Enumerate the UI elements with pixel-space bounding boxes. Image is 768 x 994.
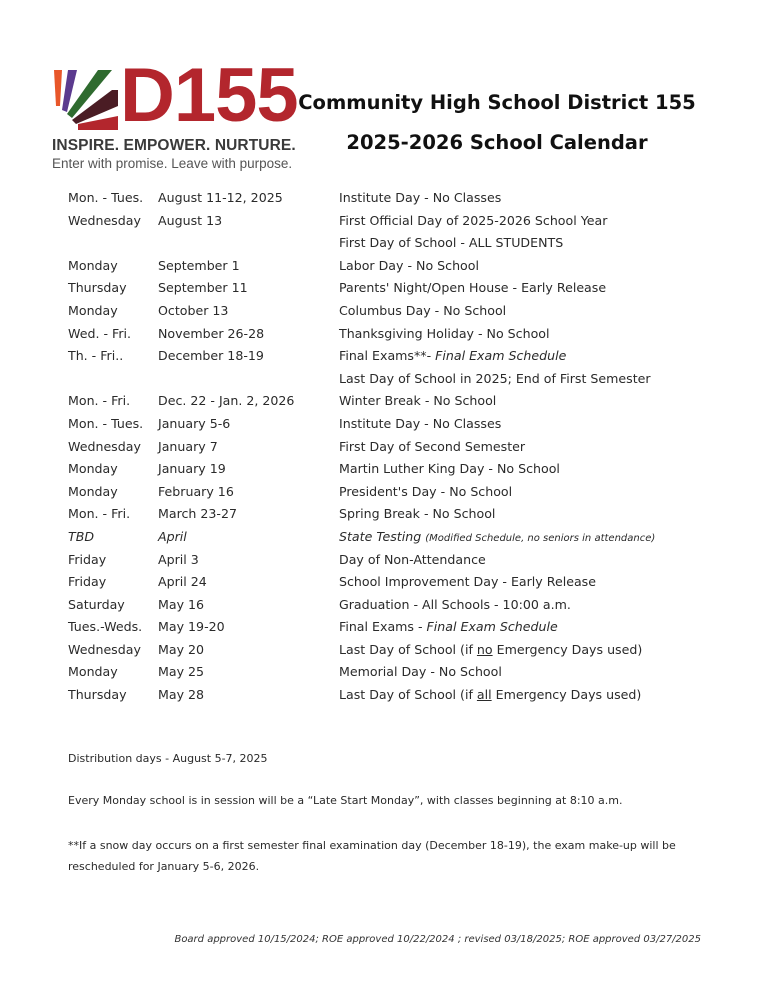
date-cell: March 23-27 xyxy=(158,506,237,522)
calendar-row xyxy=(68,436,708,459)
event-cell: Labor Day - No School xyxy=(339,257,479,273)
event-cell: Last Day of School in 2025; End of First Semester xyxy=(339,370,651,386)
calendar-row xyxy=(68,390,708,413)
event-cell: Memorial Day - No School xyxy=(339,664,502,680)
date-cell: September 11 xyxy=(158,280,248,296)
date-cell: August 11-12, 2025 xyxy=(158,190,283,205)
event-cell: Day of Non-Attendance xyxy=(339,551,486,567)
calendar-row xyxy=(68,661,708,684)
distribution-days-note: Distribution days - August 5-7, 2025 xyxy=(68,752,268,765)
day-cell: Friday xyxy=(68,551,107,567)
day-cell: Mon. - Tues. xyxy=(68,190,144,205)
calendar-row xyxy=(68,345,708,368)
event-cell: Graduation - All Schools - 10:00 a.m. xyxy=(339,596,571,612)
calendar-row xyxy=(68,571,708,594)
calendar-row xyxy=(68,616,708,639)
date-cell: April 24 xyxy=(158,574,207,590)
day-cell: Monday xyxy=(68,302,118,318)
date-cell: November 26-28 xyxy=(158,325,265,341)
date-cell: August 13 xyxy=(158,212,223,228)
date-cell: October 13 xyxy=(158,302,229,318)
calendar-row xyxy=(68,277,708,300)
day-cell: Mon. - Tues. xyxy=(68,415,144,431)
day-cell: Monday xyxy=(68,483,118,499)
calendar-row xyxy=(68,232,708,255)
final-exam-schedule-link[interactable]: Final Exam Schedule xyxy=(426,619,558,635)
calendar-row xyxy=(68,594,708,617)
calendar-row xyxy=(68,187,708,210)
calendar-row xyxy=(68,503,708,526)
event-cell: Spring Break - No School xyxy=(339,506,496,522)
calendar-row xyxy=(68,639,708,662)
date-cell: April 3 xyxy=(158,551,199,567)
event-cell xyxy=(339,526,655,551)
event-cell: Institute Day - No Classes xyxy=(339,415,502,431)
calendar-row xyxy=(68,323,708,346)
district-logo xyxy=(50,53,298,174)
date-cell: January 19 xyxy=(158,461,226,477)
calendar-row xyxy=(68,210,708,233)
day-cell: Monday xyxy=(68,257,118,273)
event-cell: First Day of Second Semester xyxy=(339,438,526,454)
event-cell: President's Day - No School xyxy=(339,483,513,499)
event-note: (Modified Schedule, no seniors in attendance) xyxy=(425,532,656,544)
calendar-row xyxy=(68,481,708,504)
event-cell xyxy=(339,639,642,662)
calendar-row xyxy=(68,255,708,278)
event-cell: School Improvement Day - Early Release xyxy=(339,574,596,590)
calendar-table xyxy=(68,187,708,707)
emphasis-text: no xyxy=(476,641,493,657)
day-cell: Thursday xyxy=(68,687,127,703)
logo-tagline: INSPIRE. EMPOWER. NURTURE. xyxy=(52,137,296,154)
date-cell: April xyxy=(158,528,187,544)
page-title: Community High School District 155 xyxy=(298,91,696,114)
event-cell: Thanksgiving Holiday - No School xyxy=(339,325,550,341)
sunburst-logo-icon xyxy=(50,66,122,134)
event-text: Final Exams - xyxy=(339,619,427,635)
calendar-row xyxy=(68,413,708,436)
approval-footer: Board approved 10/15/2024; ROE approved 10/22/2024 ; revised 03/18/2025; ROE approved 03/27/2025 xyxy=(174,934,701,945)
day-cell: Monday xyxy=(68,461,118,477)
date-cell: Dec. 22 - Jan. 2, 2026 xyxy=(158,393,295,409)
day-cell: Wed. - Fri. xyxy=(68,325,132,341)
calendar-row xyxy=(68,684,708,707)
day-cell: Tues.-Weds. xyxy=(68,619,143,635)
event-cell xyxy=(339,684,641,707)
day-cell: Mon. - Fri. xyxy=(68,393,131,409)
event-cell: First Official Day of 2025-2026 School Year xyxy=(339,212,608,228)
event-text: State Testing xyxy=(339,528,426,544)
logo-subtagline: Enter with promise. Leave with purpose. xyxy=(52,156,293,171)
date-cell: January 7 xyxy=(158,438,218,454)
date-cell: May 25 xyxy=(158,664,205,680)
date-cell: February 16 xyxy=(158,483,234,499)
event-text: Emergency Days used) xyxy=(491,687,642,703)
event-text: Emergency Days used) xyxy=(492,641,643,657)
event-cell: Martin Luther King Day - No School xyxy=(339,461,560,477)
day-cell: Th. - Fri.. xyxy=(68,348,124,364)
calendar-row xyxy=(68,368,708,391)
calendar-row xyxy=(68,526,708,549)
day-cell: Wednesday xyxy=(68,212,141,228)
late-start-note: Every Monday school is in session will be a “Late Start Monday”, with classes beginning at 8:10 a.m. xyxy=(68,794,623,807)
day-cell: Friday xyxy=(68,574,107,590)
day-cell: TBD xyxy=(68,528,95,544)
event-cell: Parents' Night/Open House - Early Release xyxy=(339,280,607,296)
logo-wordmark: D155 xyxy=(120,53,298,138)
calendar-row xyxy=(68,549,708,572)
event-text: Last Day of School (if xyxy=(339,687,477,703)
day-cell: Wednesday xyxy=(68,438,141,454)
event-cell: Winter Break - No School xyxy=(339,393,497,409)
event-text: Final Exams**- xyxy=(339,348,436,364)
event-cell: Institute Day - No Classes xyxy=(339,190,502,205)
date-cell: December 18-19 xyxy=(158,348,264,364)
day-cell: Monday xyxy=(68,664,118,680)
day-cell: Wednesday xyxy=(68,641,141,657)
date-cell: May 19-20 xyxy=(158,619,225,635)
day-cell: Thursday xyxy=(68,280,127,296)
date-cell: May 28 xyxy=(158,687,205,703)
event-cell: Columbus Day - No School xyxy=(339,302,507,318)
emphasis-text: all xyxy=(476,687,492,703)
date-cell: May 20 xyxy=(158,641,205,657)
calendar-row xyxy=(68,458,708,481)
event-text: Last Day of School (if xyxy=(339,641,477,657)
day-cell: Saturday xyxy=(68,596,125,612)
event-cell xyxy=(339,345,566,368)
date-cell: January 5-6 xyxy=(158,415,231,431)
day-cell: Mon. - Fri. xyxy=(68,506,131,522)
date-cell: May 16 xyxy=(158,596,205,612)
page-subtitle: 2025-2026 School Calendar xyxy=(346,131,648,154)
calendar-row xyxy=(68,300,708,323)
final-exam-schedule-link[interactable]: Final Exam Schedule xyxy=(435,348,567,364)
event-cell xyxy=(339,616,558,639)
snow-day-note: **If a snow day occurs on a first semester final examination day (December 18-19), the exam make-up will be rescheduled for January 5-6, 2026. xyxy=(68,839,676,873)
date-cell: September 1 xyxy=(158,257,240,273)
event-cell: First Day of School - ALL STUDENTS xyxy=(339,235,564,251)
